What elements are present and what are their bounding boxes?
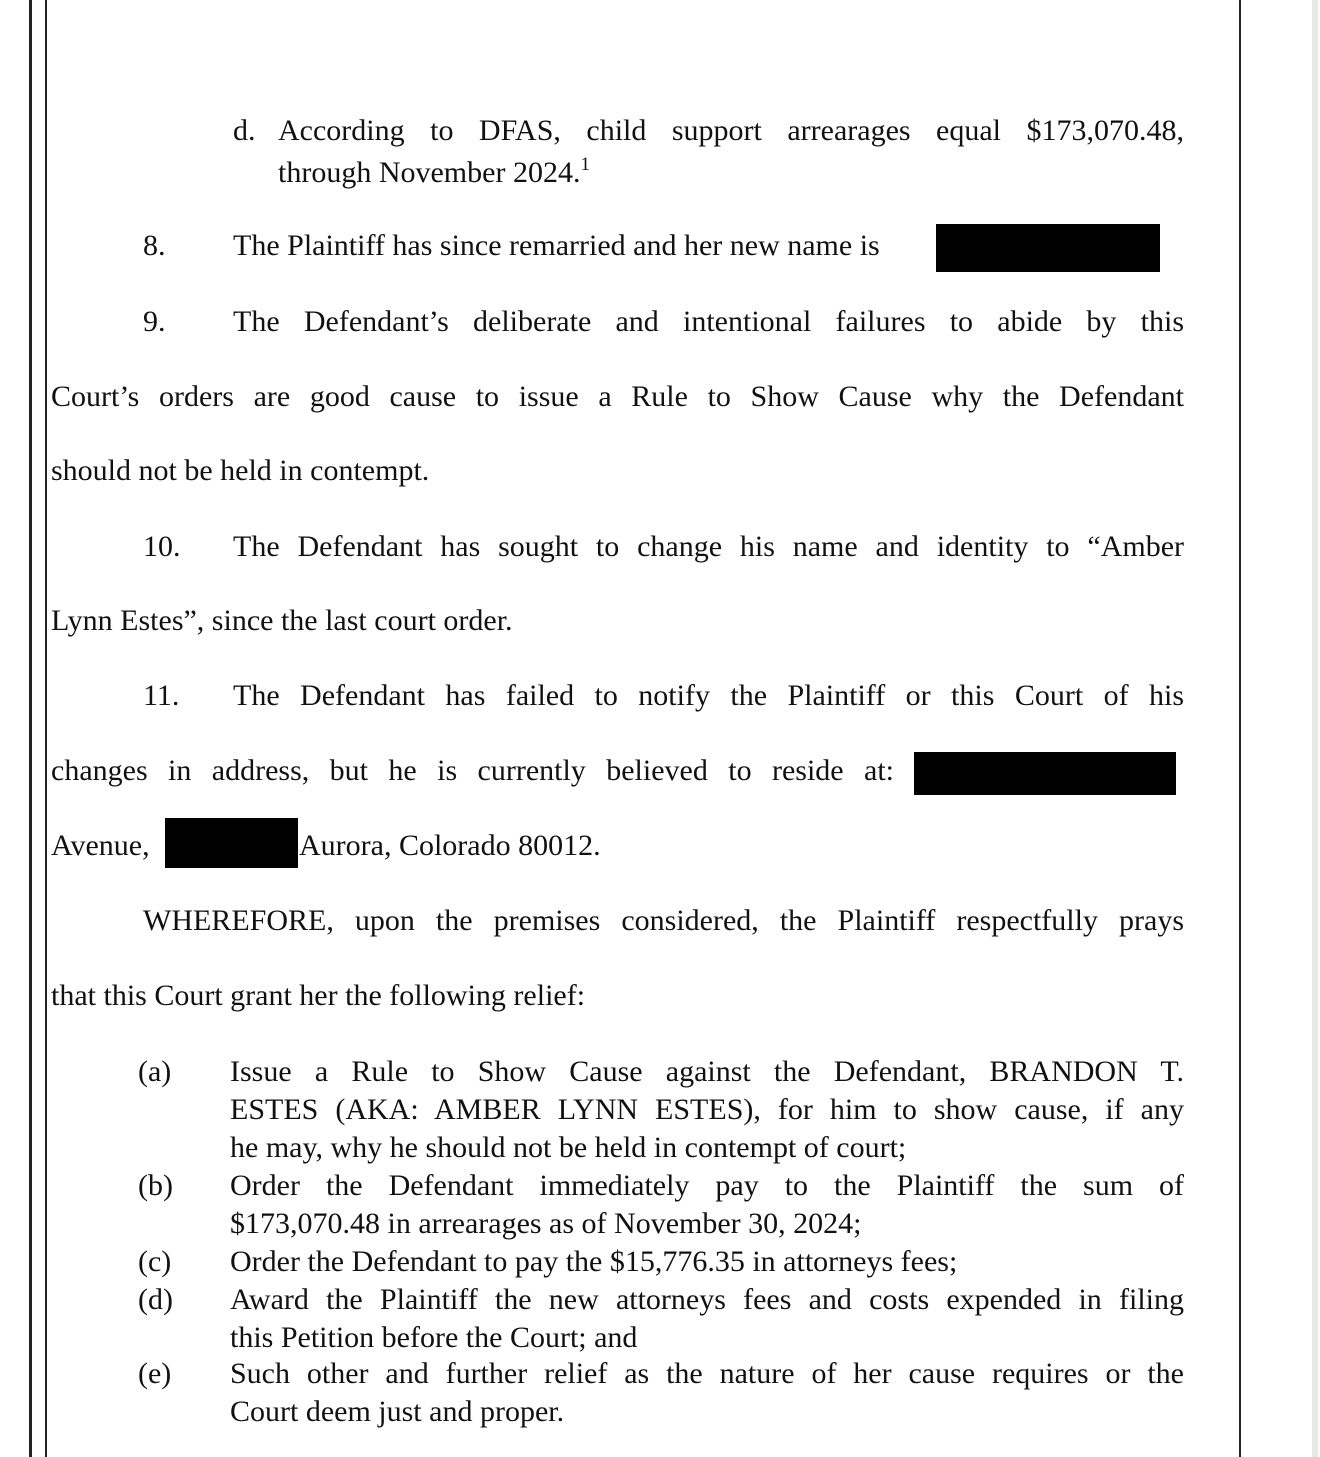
para-11-line-3-start: Avenue,: [51, 829, 150, 862]
relief-e-line-2: Court deem just and proper.: [230, 1395, 565, 1428]
para-10-number: 10.: [143, 530, 181, 563]
para-9-line-2: Court’s orders are good cause to issue a Rule to Show Cause why the Defendant: [51, 380, 1184, 413]
relief-a-label: (a): [138, 1055, 172, 1088]
para-9-line-1: The Defendant’s deliberate and intentional failures to abide by this: [233, 305, 1184, 338]
footnote-ref[interactable]: 1: [580, 154, 590, 175]
para-9-line-3: should not be held in contempt.: [51, 454, 430, 487]
para-9-number: 9.: [143, 305, 166, 338]
wherefore-line-2: that this Court grant her the following relief:: [51, 979, 586, 1012]
relief-a-line-2: ESTES (AKA: AMBER LYNN ESTES), for him to show cause, if any: [230, 1093, 1184, 1126]
relief-e-line-1: Such other and further relief as the nature of her cause requires or the: [230, 1357, 1184, 1390]
para-8-text: The Plaintiff has since remarried and her new name is: [233, 229, 880, 262]
relief-e-label: (e): [138, 1357, 172, 1390]
item-d-line-1: According to DFAS, child support arrearages equal $173,070.48,: [278, 114, 1184, 147]
para-11-line-2: changes in address, but he is currently believed to reside at:: [51, 754, 894, 787]
para-11-line-1: The Defendant has failed to notify the Plaintiff or this Court of his: [233, 679, 1184, 712]
para-10-line-1: The Defendant has sought to change his name and identity to “Amber: [233, 530, 1184, 563]
right-margin-rule: [1239, 0, 1241, 1457]
left-margin-rule: [29, 0, 32, 1457]
redaction-box: [165, 818, 298, 868]
scrollbar-track[interactable]: [1312, 0, 1318, 1457]
item-d-line-2: [278, 154, 590, 192]
item-d-line-2-text: through November 2024.: [278, 156, 581, 189]
para-11-number: 11.: [143, 679, 180, 712]
relief-c-line-1: Order the Defendant to pay the $15,776.35 in attorneys fees;: [230, 1245, 958, 1278]
redaction-box: [936, 224, 1160, 272]
relief-b-line-1: Order the Defendant immediately pay to the Plaintiff the sum of: [230, 1169, 1184, 1202]
relief-d-line-1: Award the Plaintiff the new attorneys fees and costs expended in filing: [230, 1283, 1184, 1316]
redaction-box: [914, 752, 1176, 795]
left-margin-rule-inner: [45, 0, 47, 1457]
relief-a-line-3: he may, why he should not be held in contempt of court;: [230, 1131, 907, 1164]
para-10-line-2: Lynn Estes”, since the last court order.: [51, 604, 513, 637]
para-11-line-3-end: Aurora, Colorado 80012.: [299, 829, 601, 862]
relief-d-line-2: this Petition before the Court; and: [230, 1321, 638, 1354]
para-8-number: 8.: [143, 229, 166, 262]
wherefore-line-1: WHEREFORE, upon the premises considered, the Plaintiff respectfully prays: [143, 904, 1184, 937]
relief-b-line-2: $173,070.48 in arrearages as of November 30, 2024;: [230, 1207, 862, 1240]
relief-d-label: (d): [138, 1283, 173, 1316]
relief-a-line-1: Issue a Rule to Show Cause against the Defendant, BRANDON T.: [230, 1055, 1184, 1088]
relief-c-label: (c): [138, 1245, 172, 1278]
relief-b-label: (b): [138, 1169, 173, 1202]
item-d-label: d.: [233, 114, 256, 147]
